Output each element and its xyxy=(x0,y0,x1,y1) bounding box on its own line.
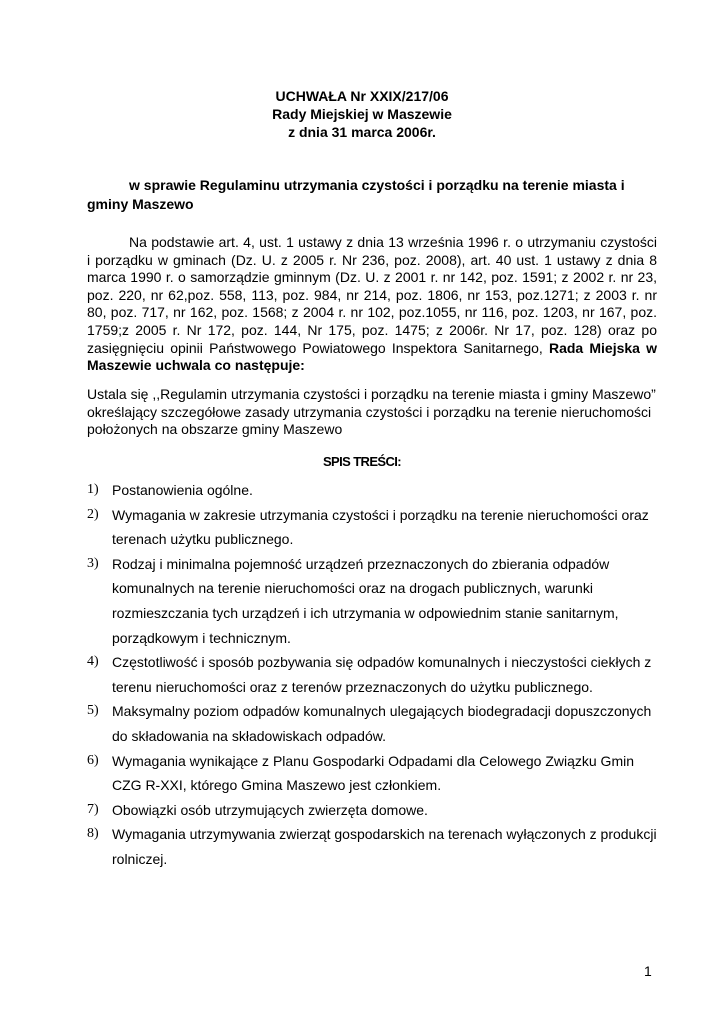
toc-item xyxy=(87,822,667,871)
toc-item-number: 1) xyxy=(87,482,99,497)
toc-item-text: Obowiązki osób utrzymujących zwierzęta domowe. xyxy=(112,801,428,818)
council-name: Rady Miejskiej w Maszewie xyxy=(272,106,452,122)
toc-item xyxy=(87,552,667,650)
page-number: 1 xyxy=(644,963,652,979)
resolution-date: z dnia 31 marca 2006r. xyxy=(288,124,436,140)
legal-basis-text: Na podstawie art. 4, ust. 1 ustawy z dnia 13 września 1996 r. o utrzymaniu czystości i porządku w gminach (Dz. U. z 2005 r. Nr 236, poz. 2008), art. 40 ust. 1 ustawy z dnia 8 marca 1990 r. o samorządzie gminnym (Dz. U. z 2001 r. nr 142, poz. 1591; z 2002 r. nr 23, poz. 220, nr 62,poz. 558, 113, poz. 984, nr 214, poz. 1806, nr 153, poz.1271; z 2003 r. nr 80, poz. 717, nr 162, poz. 1568; z 2004 r. nr 102, poz.1055, nr 116, poz. 1203, nr 167, poz. 1759;z 2005 r. Nr 172, poz. 144, Nr 175, poz. 1475; z 2006r. Nr 17, poz. 128) oraz po zasięgnięciu opinii Państwowego Powiatowego Inspektora Sanitarnego, xyxy=(87,234,657,356)
toc-item-number: 7) xyxy=(87,801,99,817)
toc-item-text: Wymagania utrzymywania zwierząt gospodarskich na terenach wyłączonych z produkcji rolniczej. xyxy=(112,826,657,867)
table-of-contents xyxy=(87,478,667,872)
toc-item-text: Maksymalny poziom odpadów komunalnych ulegających biodegradacji dopuszczonych do składowania na składowiskach odpadów. xyxy=(112,703,652,744)
toc-item xyxy=(87,478,667,503)
toc-item-text: Wymagania w zakresie utrzymania czystości i porządku na terenie nieruchomości oraz terenach użytku publicznego. xyxy=(112,506,649,548)
toc-item-number: 8) xyxy=(87,826,99,842)
establishes-paragraph: Ustala się ,,Regulamin utrzymania czystości i porządku na terenie miasta i gminy Maszewo” określający szczegółowe zasady utrzymania czystości i porządku na terenie nieruchomości położonych na obszarze gminy Maszewo xyxy=(87,386,656,438)
toc-item-text: Postanowienia ogólne. xyxy=(112,482,253,498)
toc-item xyxy=(87,699,667,748)
toc-item-text: Rodzaj i minimalna pojemność urządzeń przeznaczonych do zbierania odpadów komunalnych na terenie nieruchomości oraz na drogach publicznych, warunki rozmieszczania tych urządzeń i ich utrzymania w odpowiednim stanie sanitarnym, porządkowym i technicznym. xyxy=(112,555,619,646)
toc-item-text: Wymagania wynikające z Planu Gospodarki Odpadami dla Celowego Związku Gmin CZG R-XXI, którego Gmina Maszewo jest członkiem. xyxy=(112,752,635,794)
toc-item-text: Częstotliwość i sposób pozbywania się odpadów komunalnych i nieczystości ciekłych z terenu nieruchomości oraz z terenów przeznaczonych do użytku publicznego. xyxy=(112,654,652,695)
toc-title: SPIS TREŚCI: xyxy=(322,454,402,469)
legal-basis-bold: Rada Miejska w Maszewie uchwala co następuje: xyxy=(87,339,657,374)
toc-item-number: 5) xyxy=(87,703,99,719)
toc-item-number: 4) xyxy=(87,654,99,670)
toc-item-number: 3) xyxy=(87,555,99,571)
toc-item xyxy=(87,749,667,798)
toc-item-number: 2) xyxy=(87,506,99,522)
resolution-subject: w sprawie Regulaminu utrzymania czystości i porządku na terenie miasta i gminy Maszewo xyxy=(87,177,625,212)
resolution-number: UCHWAŁA Nr XXIX/217/06 xyxy=(275,88,449,104)
toc-item-number: 6) xyxy=(87,752,99,768)
toc-item xyxy=(87,798,667,823)
toc-item xyxy=(87,650,667,699)
resolution-header xyxy=(0,87,724,141)
toc-item xyxy=(87,503,667,552)
legal-basis-paragraph xyxy=(87,234,657,375)
